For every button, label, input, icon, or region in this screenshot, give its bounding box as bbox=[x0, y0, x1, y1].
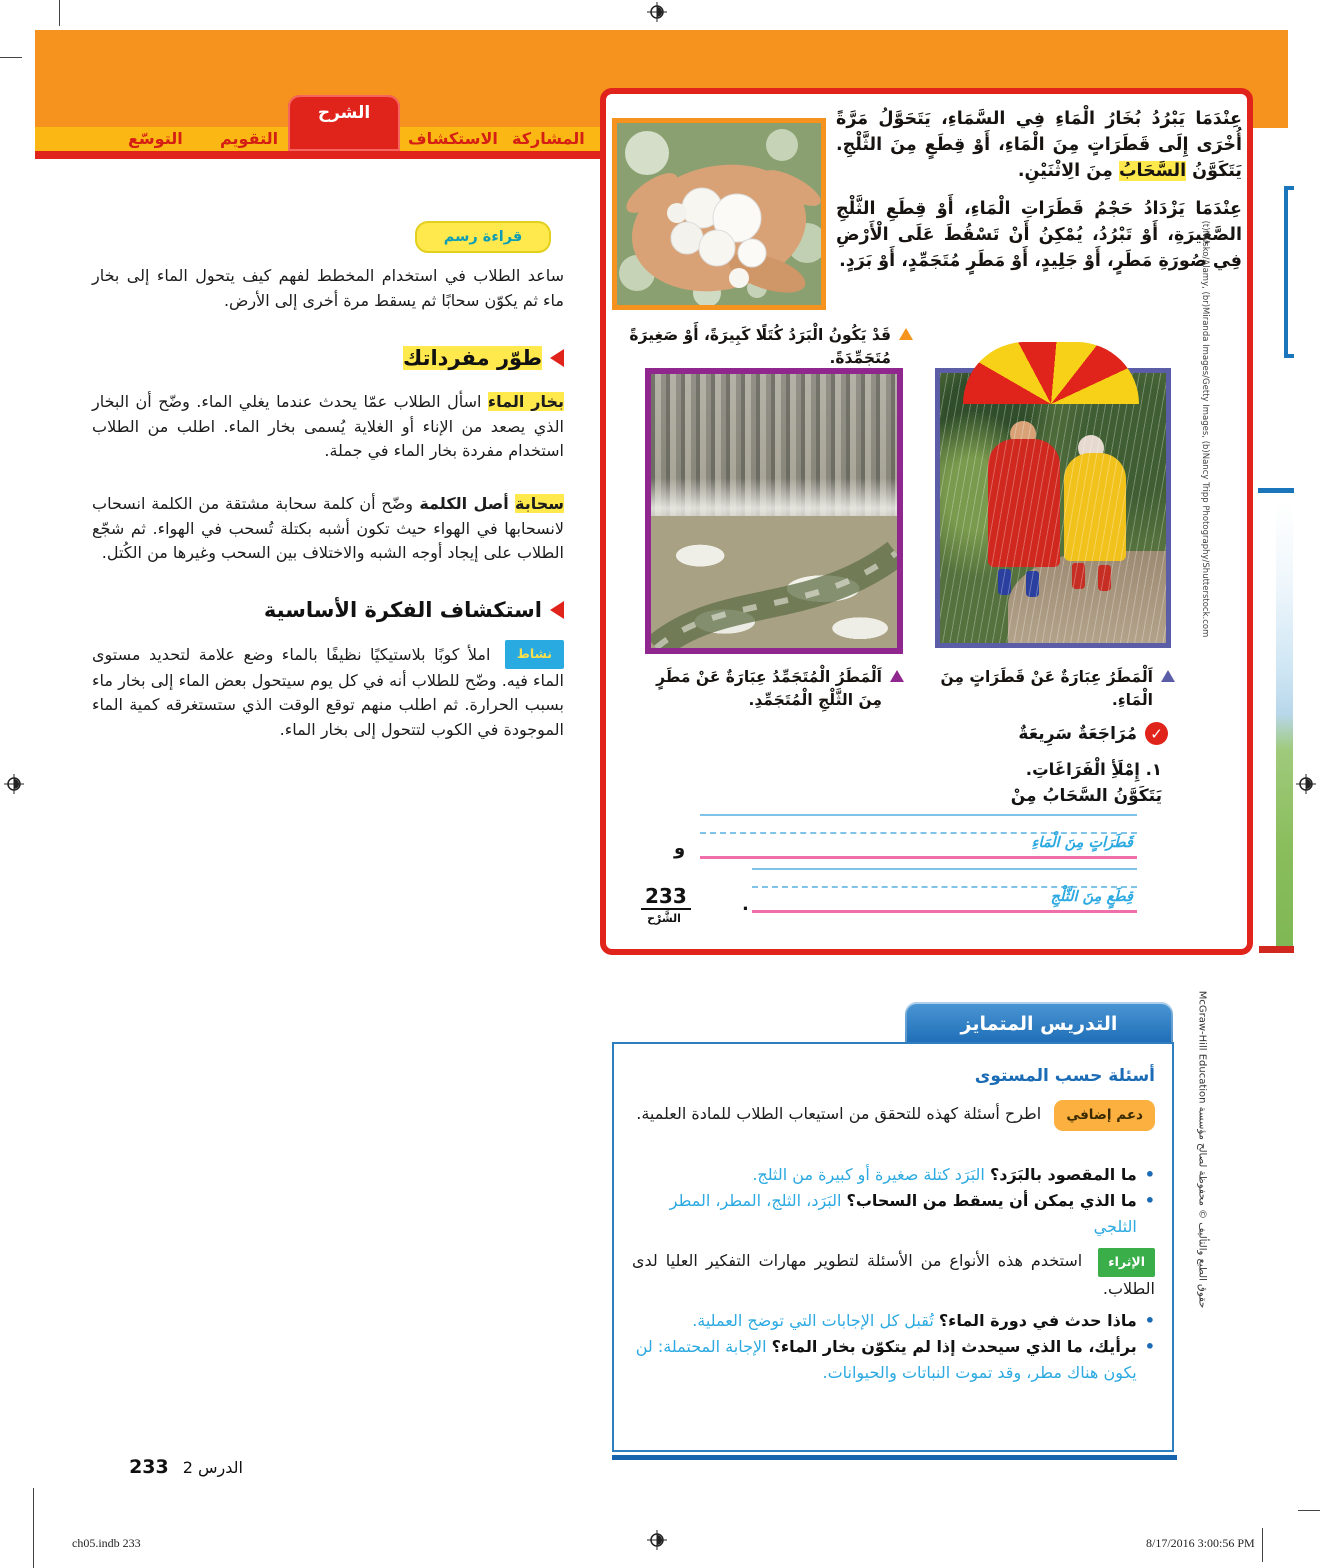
bullet-icon: • bbox=[1144, 1337, 1155, 1356]
list-item bbox=[632, 1308, 1155, 1334]
facing-page-box-edge bbox=[1284, 354, 1294, 358]
bullet-icon: • bbox=[1144, 1311, 1155, 1330]
check-icon: ✓ bbox=[1145, 722, 1168, 745]
tab-tawassu[interactable]: التوسّع bbox=[128, 129, 183, 148]
crop-mark bbox=[1298, 1510, 1320, 1511]
question-text: ما الذي يمكن أن يسقط من السحاب؟ bbox=[846, 1191, 1137, 1210]
photo-credits-vertical: (t)Nusko/Alamy, (br)Miranda Images/Getty Images, (b)Nancy Tripp Photography/Shutterstock.com bbox=[1200, 220, 1210, 638]
writing-line-solid[interactable] bbox=[752, 868, 1137, 870]
hail-caption-row bbox=[628, 324, 913, 370]
vocab-lead-1: بخار الماء bbox=[487, 392, 565, 411]
vocab-lead-2b: أصل الكلمة bbox=[413, 494, 516, 513]
question-text: ماذا حدث في دورة الماء؟ bbox=[938, 1311, 1137, 1330]
vocab-heading: طوّر مفرداتك bbox=[403, 346, 542, 370]
student-page-label: الشَّرْح bbox=[647, 912, 681, 925]
question-text: ما المقصود بالبَرَد؟ bbox=[989, 1165, 1137, 1184]
caption-triangle-violet-icon bbox=[1161, 670, 1175, 682]
writing-line-base[interactable] bbox=[752, 910, 1137, 913]
diff-box-title: التدريس المتمايز bbox=[960, 1013, 1118, 1035]
student-page-number-block bbox=[641, 884, 687, 925]
footer-lesson: الدرس 2 bbox=[182, 1458, 243, 1477]
list-item bbox=[632, 1334, 1155, 1386]
tab-sharh-active[interactable] bbox=[288, 95, 400, 151]
frozen-path-art bbox=[651, 498, 897, 648]
diff-subtitle: أسئلة حسب المستوى bbox=[974, 1066, 1155, 1086]
writing-line-dashed[interactable] bbox=[752, 886, 1137, 888]
support-badge: دعم إضافي bbox=[1054, 1100, 1155, 1131]
fill-stem: يَتَكَوَّنُ السَّحَابُ مِنْ bbox=[1010, 786, 1162, 806]
facing-page-box-edge bbox=[1284, 186, 1288, 358]
frozen-caption-row bbox=[652, 666, 904, 712]
answer-text: البَرَد كتلة صغيرة أو كبيرة من الثلج. bbox=[752, 1165, 990, 1184]
hail-photo-art bbox=[617, 123, 821, 305]
registration-mark-right bbox=[1296, 774, 1316, 794]
reading-art-badge-label: قراءة رسم bbox=[443, 229, 523, 245]
answer-1: قَطَرَاتٍ مِنَ الْمَاءِ bbox=[1031, 835, 1133, 851]
support-text: اطرح أسئلة كهذه للتحقق من استيعاب الطلاب للمادة العلمية. bbox=[636, 1104, 1047, 1123]
main-idea-text: املأ كوبًا بلاستيكيًا نظيفًا بالماء وضع علامة لتحديد مستوى الماء فيه. وضّح للطلاب أنه في كل يوم سيتحول بعض الماء إلى بخار ماء بسبب الحرارة. ثم اطلب منهم توقع الوقت الذي ستستغرقه كمية الماء الموجودة في الكوب لتتحول إلى بخار الماء. bbox=[92, 645, 564, 739]
rain-photo bbox=[935, 368, 1171, 648]
support-row bbox=[632, 1100, 1155, 1131]
diff-box-bottom-bar bbox=[612, 1455, 1177, 1460]
student-paragraph-1 bbox=[836, 106, 1242, 184]
tab-taqwim[interactable]: التقويم bbox=[220, 129, 279, 148]
caption-triangle-purple-icon bbox=[890, 670, 904, 682]
crop-mark bbox=[33, 1488, 34, 1568]
enrich-text: استخدم هذه الأنواع من الأسئلة لتطوير مهارات التفكير العليا لدى الطلاب. bbox=[632, 1251, 1155, 1298]
frozen-caption: اَلْمَطَرُ الْمُتَجَمِّدُ عِبَارَةٌ عَنْ مَطَرٍ مِنَ الثَّلْجِ الْمُتَجَمِّدِ. bbox=[656, 668, 882, 709]
red-arrow-icon bbox=[550, 349, 564, 367]
conjunction-waw: و bbox=[674, 838, 686, 859]
quick-review-title: مُرَاجَعَةٌ سَرِيعَةٌ bbox=[1018, 723, 1137, 744]
student-p1-pre: عِنْدَمَا يَبْرُدُ بُخَارُ الْمَاءِ فِي السَّمَاءِ، يَتَحَوَّلُ مَرَّةً أُخْرَى إِلَى قَطَرَاتٍ مِنَ الْمَاءِ، أَوْ قِطَعٍ مِنَ الثَّلْجِ. يَتَكَوَّنُ bbox=[836, 109, 1242, 181]
enrich-badge: الإثراء bbox=[1098, 1248, 1155, 1277]
question-list-1 bbox=[632, 1162, 1155, 1240]
question-list-2 bbox=[632, 1308, 1155, 1386]
student-page-number: 233 bbox=[641, 884, 691, 910]
tab-musharaka[interactable]: المشاركة bbox=[512, 129, 585, 148]
bullet-icon: • bbox=[1144, 1191, 1155, 1210]
crop-mark bbox=[59, 0, 60, 26]
bullet-icon: • bbox=[1144, 1165, 1155, 1184]
answer-text: تُقبل كل الإجابات التي توضح العملية. bbox=[692, 1311, 939, 1330]
main-idea-heading-row bbox=[92, 598, 564, 622]
crop-mark bbox=[0, 57, 22, 58]
tab-sharh-label: الشرح bbox=[317, 103, 371, 123]
student-p1-post: مِنَ الِاثْنَيْنِ. bbox=[1017, 161, 1119, 181]
student-paragraph-2: عِنْدَمَا يَزْدَادُ حَجْمُ قَطَرَاتِ الْمَاءِ، أَوْ قِطَعِ الثَّلْجِ الصَّغِيرَةِ، أَوْ تَبْرُدُ، يُمْكِنُ أَنْ تَسْقُطَ عَلَى الْأَرْضِ فِي صُورَةِ مَطَرٍ، أَوْ جَلِيدٍ، أَوْ مَطَرٍ مُتَجَمِّدٍ، أَوْ بَرَدٍ. bbox=[836, 199, 1242, 271]
main-idea-heading: استكشاف الفكرة الأساسية bbox=[263, 598, 542, 622]
rain-streaks-art bbox=[940, 373, 1166, 643]
writing-line-solid[interactable] bbox=[700, 814, 1137, 816]
question-text: برأيك، ما الذي سيحدث إذا لم يتكوّن بخار الماء؟ bbox=[771, 1337, 1137, 1356]
facing-page-box-edge bbox=[1284, 186, 1294, 190]
rain-photo-wrapper bbox=[935, 368, 1181, 658]
diff-box-tab bbox=[905, 1002, 1173, 1046]
facing-page-red-edge bbox=[1259, 946, 1294, 953]
activity-badge: نشاط bbox=[505, 640, 564, 669]
registration-mark-top bbox=[647, 2, 667, 22]
quick-review-row bbox=[940, 722, 1168, 745]
copyright-vertical: حقوق الطبع والتأليف © محفوظة لصالح مؤسسة McGraw-Hill Education bbox=[1196, 990, 1208, 1309]
header-red-rule bbox=[35, 151, 608, 159]
facing-page-rule bbox=[1258, 488, 1294, 493]
crop-mark bbox=[1262, 1528, 1263, 1562]
footer-lesson-row bbox=[113, 1456, 243, 1478]
frozen-rain-photo bbox=[645, 368, 903, 654]
vocab-heading-row bbox=[92, 346, 564, 370]
print-timestamp: 8/17/2016 3:00:56 PM bbox=[1146, 1536, 1255, 1550]
reading-art-badge bbox=[415, 221, 551, 253]
main-idea-paragraph bbox=[92, 640, 564, 742]
reading-art-text: ساعد الطلاب في استخدام المخطط لفهم كيف يتحول الماء إلى بخار ماء ثم يكوّن سحابًا ثم يسقط مرة أخرى إلى الأرض. bbox=[92, 266, 564, 310]
hail-photo bbox=[612, 118, 826, 310]
list-item bbox=[632, 1162, 1155, 1188]
student-p1-highlight: السَّحَابُ bbox=[1118, 161, 1187, 181]
vocab-paragraph-1 bbox=[92, 390, 564, 464]
answer-text: البَرَد، الثلج، المطر، المطر الثلجي bbox=[669, 1191, 1137, 1236]
registration-mark-bottom bbox=[647, 1530, 667, 1550]
vocab-text-1: اسأل الطلاب عمّا يحدث عندما يغلي الماء. وضّح أن البخار الذي يصعد من الإناء أو الغلاية يُسمى بخار الماء. اطلب من الطلاب استخدام مفردة بخار الماء في جملة. bbox=[92, 392, 564, 460]
tab-istikshaf[interactable]: الاستكشاف bbox=[408, 129, 498, 148]
caption-triangle-orange-icon bbox=[899, 328, 913, 340]
enrich-row bbox=[632, 1248, 1155, 1301]
rain-caption: اَلْمَطَرُ عِبَارَةٌ عَنْ قَطَرَاتٍ مِنَ الْمَاءِ. bbox=[940, 668, 1153, 709]
writing-line-base[interactable] bbox=[700, 856, 1137, 859]
red-arrow-icon bbox=[550, 601, 564, 619]
answer-2: قِطَعٍ مِنَ الثَّلْجِ bbox=[1050, 889, 1133, 905]
print-file-label: ch05.indb 233 bbox=[72, 1536, 141, 1550]
question-1: ١. إِمْلَأِ الْفَرَاغَاتِ. bbox=[1025, 760, 1162, 779]
rain-caption-row bbox=[935, 666, 1175, 712]
hail-caption: قَدْ يَكُونُ الْبَرَدُ كُتَلًا كَبِيرَةً، أَوْ صَغِيرَةً مُتَجَمِّدَةً. bbox=[629, 326, 891, 367]
vocab-lead-2a: سحابة bbox=[515, 494, 564, 513]
sentence-period: . bbox=[742, 894, 749, 915]
writing-line-dashed[interactable] bbox=[700, 832, 1137, 834]
footer-page-number: 233 bbox=[129, 1456, 169, 1478]
facing-page-image-sliver bbox=[1276, 500, 1293, 946]
registration-mark-left bbox=[4, 774, 24, 794]
answer-text: الإجابة المحتملة: لن يكون هناك مطر، وقد تموت النباتات والحيوانات. bbox=[635, 1337, 1137, 1382]
vocab-paragraph-2 bbox=[92, 492, 564, 566]
list-item bbox=[632, 1188, 1155, 1240]
vocab-text-2: وضّح أن كلمة سحابة مشتقة من الكلمة انسحاب لانسحابها في الهواء حيث تكون أشبه بكتلة تُسحب في الهواء. ثم شجّع الطلاب على إيجاد أوجه الشبه والاختلاف بين السحب وغيرها من الكُتل. bbox=[92, 494, 564, 562]
